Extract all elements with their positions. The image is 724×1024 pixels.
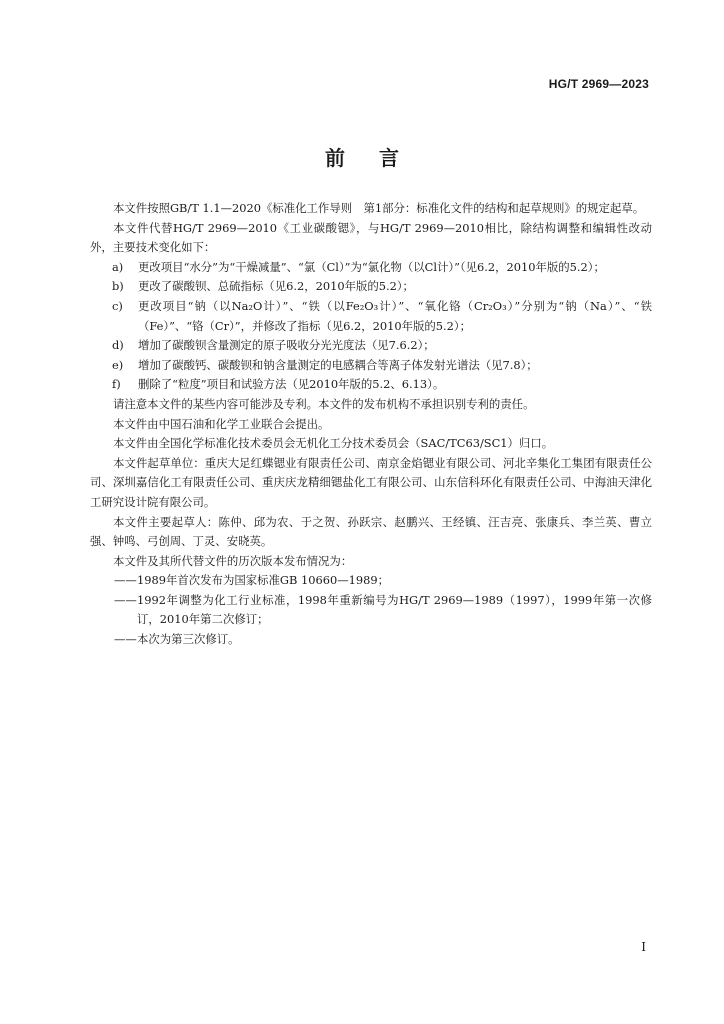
list-item bbox=[90, 258, 652, 278]
list-item-label: b) bbox=[112, 279, 124, 294]
paragraph-committee: 本文件由全国化学标准化技术委员会无机化工分技术委员会（SAC/TC63/SC1）归口。 bbox=[113, 436, 554, 451]
paragraph-drafting-units: 本文件起草单位：重庆大足红蝶锶业有限责任公司、南京金焰锶业有限公司、河北辛集化工集团有限责任公司、深圳嘉信化工有限责任公司、重庆庆龙精细锶盐化工有限公司、山东信科环化有限责任公司、中海油天津化工研究设计院有限公司。 bbox=[90, 455, 652, 509]
list-item bbox=[90, 356, 652, 376]
list-item-text: 删除了“粒度”项目和试验方法（见2010年版的5.2、6.13）。 bbox=[138, 377, 445, 392]
list-item-text: 更改项目“水分”为“干燥减量”、“氯（Cl）”为“氯化物（以Cl计）”（见6.2，2010年版的5.2）； bbox=[138, 259, 605, 274]
history-list bbox=[90, 571, 652, 649]
paragraph-drafting-rules: 本文件按照GB/T 1.1—2020《标准化工作导则 第1部分：标准化文件的结构和起草规则》的规定起草。 bbox=[113, 201, 645, 215]
history-text: 1992年调整为化工行业标准，1998年重新编号为HG/T 2969—1989（1997），1999年第一次修订，2010年第二次修订； bbox=[137, 592, 652, 627]
history-item bbox=[90, 571, 652, 591]
history-text: 1989年首次发布为国家标准GB 10660—1989； bbox=[137, 573, 389, 588]
history-dash: —— bbox=[114, 573, 137, 588]
changes-list bbox=[90, 258, 652, 395]
list-item-label: f) bbox=[112, 377, 121, 392]
list-item-label: d) bbox=[112, 338, 124, 353]
list-item-text: 增加了碳酸钡含量测定的原子吸收分光光度法（见7.6.2）； bbox=[138, 338, 435, 353]
list-item-text: 增加了碳酸钙、碳酸钡和钠含量测定的电感耦合等离子体发射光谱法（见7.8）； bbox=[138, 357, 538, 372]
history-text: 本次为第三次修订。 bbox=[137, 632, 240, 647]
paragraph-history-intro: 本文件及其所代替文件的历次版本发布情况为： bbox=[113, 553, 353, 568]
list-item bbox=[90, 336, 652, 356]
list-item bbox=[90, 375, 652, 395]
history-dash: —— bbox=[114, 632, 137, 647]
foreword-body bbox=[90, 199, 652, 650]
list-item-text: 更改项目“钠（以Na₂O计）”、“铁（以Fe₂O₃计）”、“氧化铬（Cr₂O₃）”分别为“钠（Na）”、“铁（Fe）”、“铬（Cr）”，并修改了指标（见6.2，2010年版的5.2）； bbox=[138, 298, 652, 333]
history-item bbox=[90, 630, 652, 650]
standard-number: HG/T 2969—2023 bbox=[548, 77, 649, 91]
history-item bbox=[90, 591, 652, 630]
paragraph-proposed-by: 本文件由中国石油和化学工业联合会提出。 bbox=[113, 416, 330, 431]
history-dash: —— bbox=[114, 592, 137, 607]
paragraph-replaces: 本文件代替HG/T 2969—2010《工业碳酸锶》，与HG/T 2969—2010相比，除结构调整和编辑性改动外，主要技术变化如下： bbox=[90, 220, 652, 255]
page-title: 前言 bbox=[325, 146, 433, 170]
page-number: I bbox=[641, 940, 646, 954]
list-item-label: e) bbox=[112, 357, 124, 372]
list-item bbox=[90, 277, 652, 297]
list-item-label: c) bbox=[112, 298, 123, 313]
list-item bbox=[90, 297, 652, 336]
list-item-text: 更改了碳酸钡、总硫指标（见6.2，2010年版的5.2）； bbox=[138, 279, 414, 294]
paragraph-patent-notice: 请注意本文件的某些内容可能涉及专利。本文件的发布机构不承担识别专利的责任。 bbox=[113, 396, 535, 411]
paragraph-drafters: 本文件主要起草人：陈仲、邱为农、于之贺、孙跃宗、赵鹏兴、王经镇、汪吉亮、张康兵、李兰英、曹立强、钟鸣、弓创周、丁灵、安晓英。 bbox=[90, 514, 652, 549]
list-item-label: a) bbox=[112, 259, 124, 274]
